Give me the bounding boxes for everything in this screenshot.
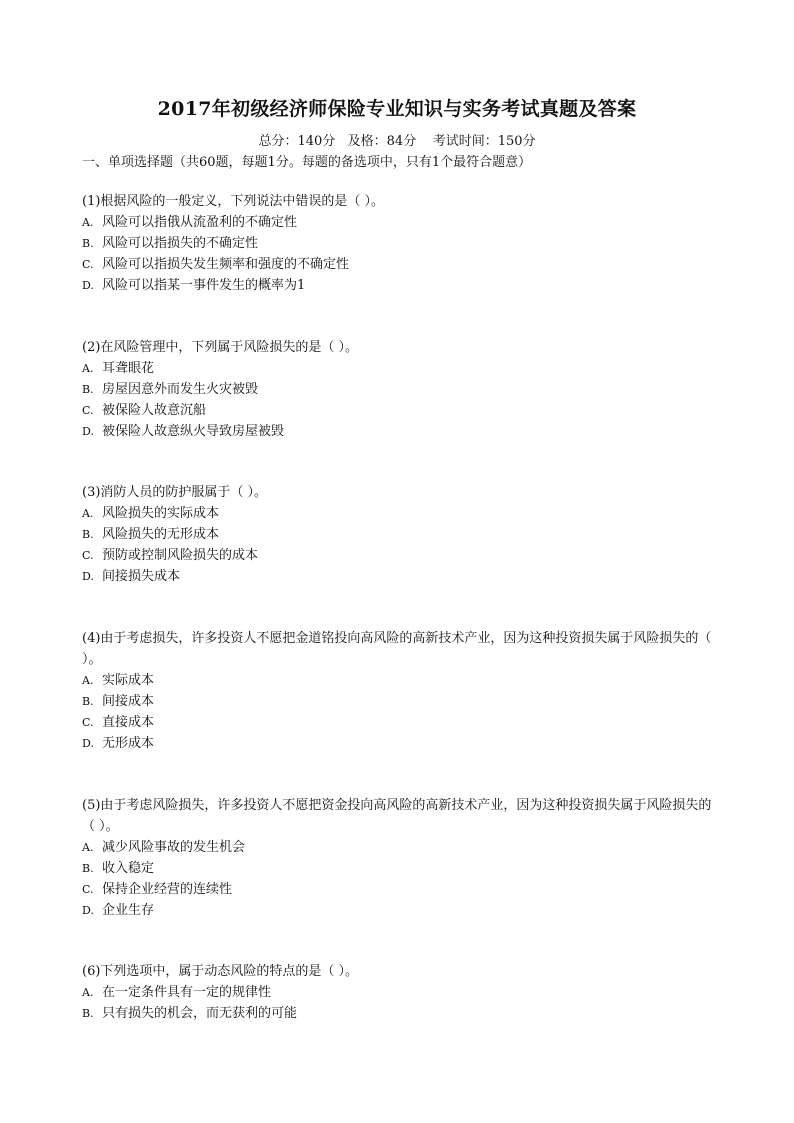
question-stem: (6)下列选项中，属于动态风险的特点的是（ ）。 [82,964,359,979]
option-letter: C. [82,258,94,271]
question-stem: (2)在风险管理中，下列属于风险损失的是（ ）。 [82,340,359,355]
option-c [82,545,722,566]
option-a [82,837,722,858]
option-a [82,982,722,1003]
option-letter: A. [82,362,94,375]
option-letter: D. [82,737,94,750]
question-stem: (5)由于考虑风险损失，许多投资人不愿把资金投向高风险的高新技术产业，因为这种投资损失属于风险损失的（ ）。 [82,798,712,834]
option-letter: A. [82,507,94,520]
option-letter: B. [82,695,94,708]
option-text: 预防或控制风险损失的成本 [102,548,259,563]
option-text: 风险可以指俄从流盈利的不确定性 [102,215,298,230]
option-letter: D. [82,279,94,292]
section-heading: 一、单项选择题（共60题，每题1分。每题的备选项中，只有1个最符合题意） [82,155,532,170]
option-text: 间接成本 [102,694,155,709]
option-b [82,691,722,712]
option-text: 风险可以指损失的不确定性 [102,236,259,251]
option-text: 风险损失的实际成本 [102,506,220,521]
option-letter: D. [82,570,94,583]
option-c [82,400,722,421]
option-text: 直接成本 [102,715,155,730]
option-text: 被保险人故意纵火导致房屋被毁 [102,424,285,439]
question-2 [82,337,722,442]
option-a [82,212,722,233]
option-text: 无形成本 [102,736,155,751]
option-letter: D. [82,904,94,917]
question-4 [82,628,722,754]
option-letter: D. [82,425,94,438]
question-3 [82,482,722,587]
option-letter: C. [82,716,94,729]
option-text: 实际成本 [102,673,155,688]
option-text: 房屋因意外而发生火灾被毁 [102,382,259,397]
option-c [82,879,722,900]
option-text: 风险损失的无形成本 [102,527,220,542]
option-text: 间接损失成本 [102,569,181,584]
option-text: 耳聋眼花 [102,361,155,376]
option-d [82,275,722,296]
option-b [82,1003,722,1024]
option-c [82,254,722,275]
option-text: 只有损失的机会，而无获利的可能 [102,1006,298,1021]
option-d [82,421,722,442]
option-text: 企业生存 [102,903,155,918]
question-1 [82,191,722,296]
option-letter: A. [82,986,94,999]
option-letter: B. [82,1007,94,1020]
option-a [82,503,722,524]
option-letter: B. [82,862,94,875]
option-text: 保持企业经营的连续性 [102,882,233,897]
option-b [82,379,722,400]
question-stem: (1)根据风险的一般定义，下列说法中错误的是（ ）。 [82,194,385,209]
option-letter: B. [82,528,94,541]
option-text: 被保险人故意沉船 [102,403,207,418]
option-d [82,733,722,754]
option-c [82,712,722,733]
option-text: 减少风险事故的发生机会 [102,840,246,855]
option-letter: B. [82,383,94,396]
option-letter: A. [82,674,94,687]
option-b [82,858,722,879]
option-letter: A. [82,216,94,229]
option-letter: C. [82,404,94,417]
question-stem: (3)消防人员的防护服属于（ ）。 [82,485,268,500]
option-a [82,358,722,379]
option-a [82,670,722,691]
option-letter: C. [82,883,94,896]
option-letter: B. [82,237,94,250]
option-d [82,900,722,921]
option-text: 在一定条件具有一定的规律性 [102,985,272,1000]
question-stem: (4)由于考虑损失，许多投资人不愿把金道铭投向高风险的高新技术产业，因为这种投资损失属于风险损失的（ ）。 [82,631,712,667]
option-text: 风险可以指某一事件发生的概率为1 [102,278,306,293]
option-letter: C. [82,549,94,562]
exam-meta: 总分：140分 及格：84分 考试时间：150分 [258,134,536,149]
document-title: 2017年初级经济师保险专业知识与实务考试真题及答案 [157,98,637,120]
option-b [82,524,722,545]
question-5 [82,795,722,921]
option-letter: A. [82,841,94,854]
option-b [82,233,722,254]
option-text: 收入稳定 [102,861,155,876]
question-6 [82,961,722,1024]
option-text: 风险可以指损失发生频率和强度的不确定性 [102,257,350,272]
option-d [82,566,722,587]
